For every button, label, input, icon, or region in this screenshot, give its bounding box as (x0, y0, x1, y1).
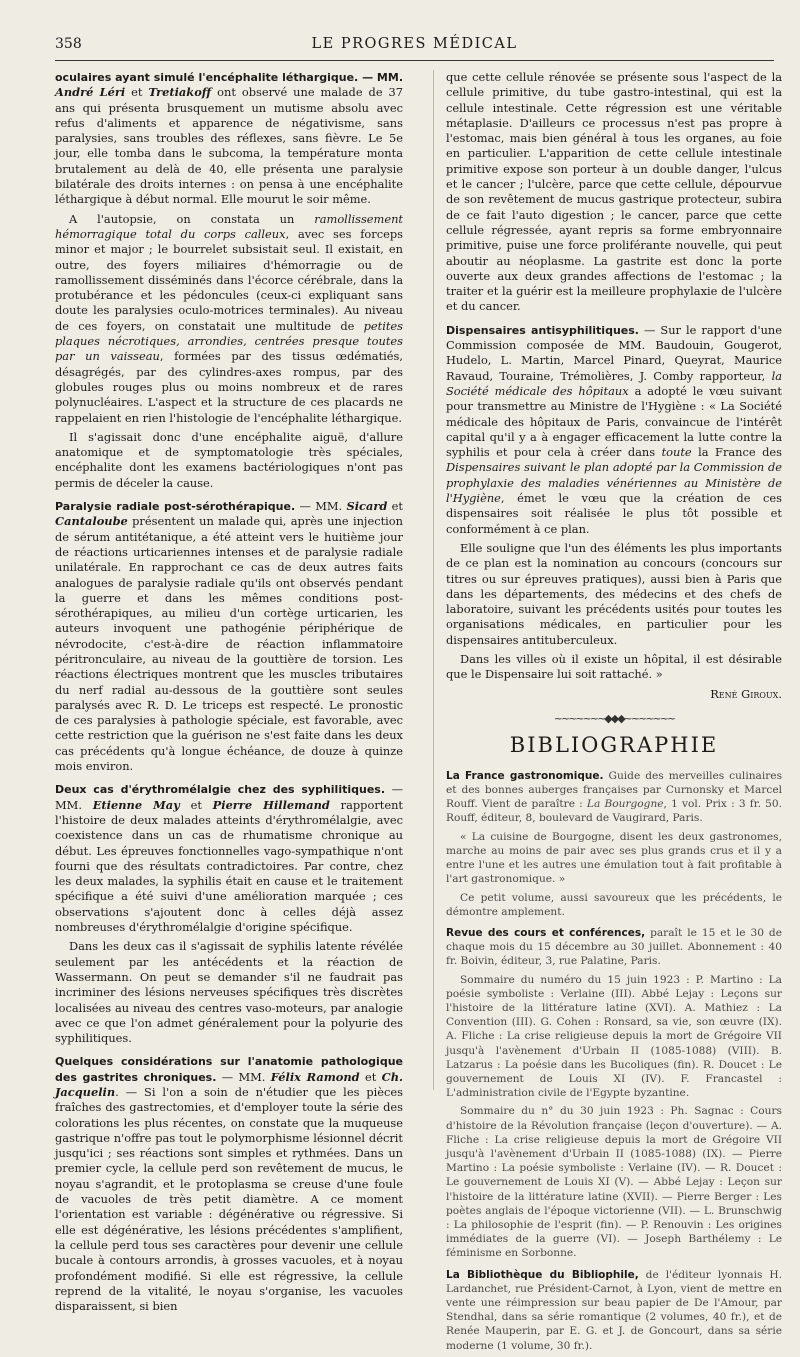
bib-quote: « La cuisine de Bourgogne, disent les deux gastronomes, marche au moins de pair avec ses plus grands crus et il y a entre l'une et les autres une émulation tout à fait profitable à l'art gastronomique. » (446, 830, 782, 886)
left-column (55, 70, 403, 1318)
bib-entry-bibliotheque-bibliophile: La Bibliothèque du Bibliophile, de l'éditeur lyonnais H. Lardanchet, rue Président-Carnot, à Lyon, vient de mettre en vente une réimpression sur beau papier de De l'Amour, par Stendhal, dans sa série romantique (2 volumes, 40 fr.), et de Renée Mauperin, par E. G. et J. de Goncourt, dans sa série moderne (1 volume, 30 fr.). (446, 1268, 782, 1352)
bib-note: Ce petit volume, aussi savoureux que les précédents, le démontre amplement. (446, 891, 782, 918)
bib-entry-revue-cours: Revue des cours et conférences, paraît le 15 et le 30 de chaque mois du 15 décembre au 30 juillet. Abonnement : 40 fr. Boivin, éditeur, 3, rue Palatine, Paris. (446, 926, 782, 968)
bib-entry-france-gastronomique: La France gastronomique. Guide des merveilles culinaires et des bonnes auberges françaises par Curnonsky et Marcel Rouff. Vient de paraître : La Bourgogne, 1 vol. Prix : 3 fr. 50. Rouff, éditeur, 8, boulevard de Vaugirard, Paris. (446, 769, 783, 825)
right-column (446, 70, 782, 1357)
author-signature: René Giroux. (710, 686, 782, 701)
page-header (55, 36, 774, 58)
running-title: LE PROGRES MÉDICAL (311, 36, 518, 52)
paragraph-concours: Elle souligne que l'un des éléments les plus importants de ce plan est la nomination au concours (concours sur titres ou sur épreuves pratiques), aussi bien à Paris que dans les départements, des médecins et des chefs de laboratoire, suivant les précédents usités pour toutes les organisations médicales, en particulier pour les dispensaires antituberculeux. (446, 540, 782, 647)
section-dispensaires: Dispensaires antisyphilitiques. — Sur le rapport d'une Commission composée de MM. Baudouin, Gougerot, Hudelo, L. Martin, Marcel Pinard, Queyrat, Maurice Ravaud, Touraine, Trémolières, J. Comby rapporteur, la Société médicale des hôpitaux a adopté le vœu suivant pour transmettre au Ministre de l'Hygiène : « La Société médicale des hôpitaux de Paris, convaincue de l'intérêt capital qu'il y a à engager efficacement la lutte contre la syphilis et pour cela à créer dans toute la France des Dispensaires suivant le plan adopté par la Commission de prophylaxie des maladies vénériennes au Ministère de l'Hygiène, émet le vœu que la création de ces dispensaires soit réalisée le plus tôt possible et conformément à ce plan. (446, 322, 782, 536)
paragraph-hopital: Dans les villes où il existe un hôpital, il est désirable que le Dispensaire lui soit rattaché. » (446, 651, 782, 682)
paragraph-syphilis-latent: Dans les deux cas il s'agissait de syphilis latente révélée seulement par les antécédents et la réaction de Wassermann. On peut se demander s'il ne faudrait pas incriminer des lésions nerveuses spécifiques très discrètes localisées au niveau des centres vaso-moteurs, par analogie avec ce que l'on admet généralement pour la polyurie des syphilitiques. (55, 939, 403, 1046)
bibliographie-heading: BIBLIOGRAPHIE (509, 732, 719, 757)
bib-sommaire-15-juin: Sommaire du numéro du 15 juin 1923 : P. Martino : La poésie symboliste : Verlaine (III). Abbé Lejay : Leçons sur l'histoire de la littérature latine (XVI). A. Mathiez : La Convention (III). G. Cohen : Ronsard, sa vie, son œuvre (IX). A. Fliche : La crise religieuse depuis la mort de Grégoire VII jusqu'à l'avènement d'Urbain II (1085-1088) (VIII). B. Latzarus : La poésie dans les Bucoliques (fin). R. Doucet : Le gouvernement de Louis XI (IV). F. Francastel : L'administration civile de l'Egypte byzantine. (446, 973, 782, 1100)
section-title: Quelques considérations sur l'anatomie pathologique des gastrites chroniques. (55, 1055, 403, 1084)
column-separator (433, 70, 434, 1090)
section-gastritis: Quelques considérations sur l'anatomie pathologique des gastrites chroniques. — MM. Félix Ramond et Ch. Jacquelin. — Si l'on a soin de n'étudier que les pièces fraîches des gastrectomies, et d'employer toute la série des colorations les plus récentes, on constate que la muqueuse gastrique n'offre pas tout le polymorphisme lésionnel décrit jusqu'ici ; ses réactions sont simples et rythmées. Dans un premier cycle, la cellule perd son revêtement de mucus, le noyau s'agrandit, et le protoplasma se creuse d'une foule de vacuoles de très petit diamètre. A ce moment l'orientation est variable : dégénérative ou régressive. Si elle est dégénérative, les lésions précédentes s'amplifient, la cellule perd tous ses caractères pour devenir une cellule bucale à contours arrondis, à grosses vacuoles, et à noyau profondément modifié. Si elle est régressive, la cellule reprend de la vitalité, le noyau s'organise, les vacuoles disparaissent, si bien (55, 1055, 403, 1314)
section-title: Deux cas d'érythromélalgie chez des syphilitiques. (55, 783, 386, 797)
header-rule (55, 60, 774, 61)
section-title: Dispensaires antisyphilitiques. (446, 323, 639, 337)
page-number: 358 (55, 36, 82, 52)
paragraph-gastritis-continued: que cette cellule rénovée se présente sous l'aspect de la cellule primitive, du tube gastro-intestinal, qui est la cellule intestinale. Cette régression est une véritable métaplasie. D'ailleurs ce processus n'est pas propre à l'estomac, mais bien général à tous les organes, au foie en particulier. L'apparition de cette cellule intestinale primitive expose son porteur à un double danger, l'ulcus et le cancer ; l'ulcère, parce que cette cellule, dépourvue de son revêtement de mucus gastrique protecteur, subira de ce fait l'auto digestion ; le cancer, parce que cette cellule régressée, ayant repris sa forme embryonnaire primitive, puise une force proliférante nouvelle, qui peut aboutir au néoplasme. La gastrite est donc la porte ouverte aux deux grandes affections de l'estomac ; la traiter et la guérir est la meilleure prophylaxie de l'ulcère et du cancer. (446, 70, 782, 314)
paragraph-conclusion: Il s'agissait donc d'une encéphalite aiguë, d'allure anatomique et de symptomatologie très spéciales, encéphalite dont les examens bactériologiques n'ont pas permis de déceler la cause. (55, 429, 403, 490)
ornament-divider: ~~~~~~~◆◆◆~~~~~~~ (553, 711, 675, 725)
section-radial-paralysis: Paralysie radiale post-sérothérapique. — MM. Sicard et Cantaloube présentent un malade qui, après une injection de sérum antitétanique, a été atteint vers le huitième jour de réactions urticariennes intenses et de paralysie radiale unilatérale. En rapprochant ce cas de deux autres faits analogues de paralysie radiale qu'ils ont observés pendant la guerre et dans les mêmes conditions post-sérothérapiques, au milieu d'un cortège urticarien, les auteurs invoquent une pathogénie périphérique de névrodocite, c'est-à-dire de réaction inflammatoire péritronculaire, au niveau de la gouttière de torsion. Les réactions électriques montrent que les muscles tributaires du nerf radial au-dessous de la gouttière sont seules paralysés avec R. D. Le triceps est respecté. Le pronostic de ces paralysies à pathologie spéciale, est favorable, avec cette restriction que la guérison ne s'est faite dans les deux cas précédents qu'à longue échéance, de douze à quinze mois environ. (55, 499, 403, 774)
paragraph-autopsy: A l'autopsie, on constata un ramollissement hémorragique total du corps calleux, avec ses forceps minor et major ; le bourrelet subsistait seul. Il existait, en outre, des foyers miliaires d'hémorragie ou de ramollissement disséminés dans l'écorce cérébrale, dans la protubérance et les pédoncules (ceux-ci expliquant sans doute les paralysies oculo-motrices terminales). Au niveau de ces foyers, on constatait une multitude de petites plaques nécrotiques, arrondies, centrées presque toutes par un vaisseau, formées par des tissus œdématiés, désagrégés, par des cylindres-axes rompus, par des globules rouges plus ou moins nombreux et de rares polynucléaires. L'aspect et la structure de ces placards ne rappelaient en rien l'histologie de l'encéphalite léthargique. (55, 211, 403, 425)
section-erythromelalgia: Deux cas d'érythromélalgie chez des syphilitiques. — MM. Etienne May et Pierre Hillemand rapportent l'histoire de deux malades atteints d'érythromélalgie, avec coexistence dans un cas de rhumatisme chronique au début. Les épreuves fonctionnelles vago-sympathique n'ont fourni que des résultats contradictoires. Par contre, chez les deux malades, la syphilis était en cause et le traitement spécifique a été suivi d'une amélioration marquée ; ces observations s'ajoutent donc à celles déjà assez nombreuses d'érythromélalgie d'origine spécifique. (55, 782, 403, 935)
bibliography-list (446, 769, 782, 1353)
paragraph-encephalitis-intro: oculaires ayant simulé l'encéphalite léthargique. — MM. André Léri et Tretiakoff ont observé une malade de 37 ans qui présenta brusquement un mutisme absolu avec refus d'aliments et apparence de négativisme, sans paralysies, sans troubles des réflexes, sans fièvre. Le 5e jour, elle tomba dans le subcoma, la température monta brutalement au delà de 40, elle présenta une paralysie bilatérale des droits internes : on pensa à une encéphalite léthargique à début normal. Elle mourut le soir même. (55, 71, 404, 207)
bib-sommaire-30-juin: Sommaire du n° du 30 juin 1923 : Ph. Sagnac : Cours d'histoire de la Révolution française (leçon d'ouverture). — A. Fliche : La crise religieuse depuis la mort de Grégoire VII jusqu'à l'avènement d'Urbain II (1085-1088) (IX). — Pierre Martino : La poésie symboliste : Verlaine (IV). — R. Doucet : Le gouvernement de Louis XI (V). — Abbé Lejay : Leçon sur l'histoire de la littérature latine (XVII). — Pierre Berger : Les poètes anglais de l'époque victorienne (VII). — L. Brunschwig : La philosophie de l'esprit (fin). — P. Renouvin : Les origines immédiates de la guerre (VI). — Joseph Barthélemy : Le féminisme en Sorbonne. (446, 1105, 782, 1260)
section-title: Paralysie radiale post-sérothérapique. (55, 500, 296, 514)
